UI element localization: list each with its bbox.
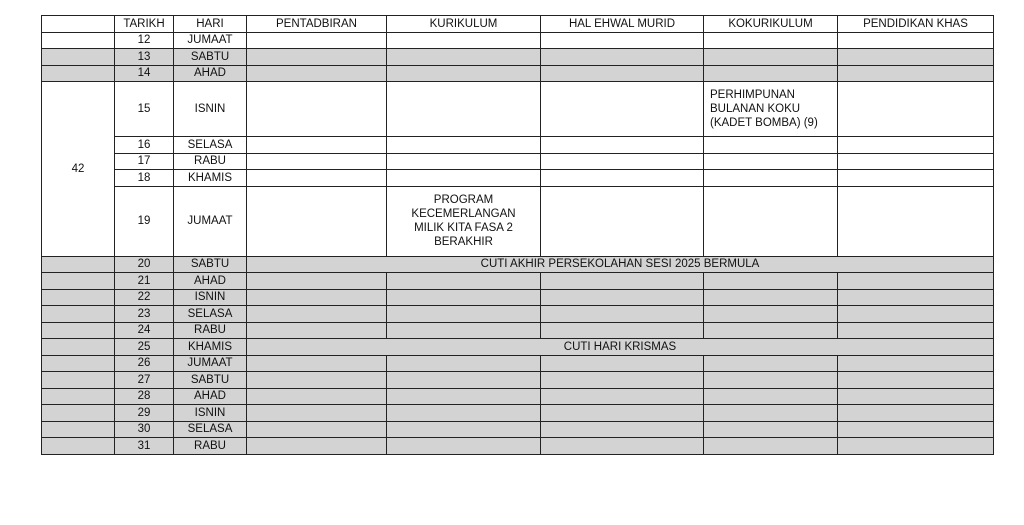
week-cell-empty: [42, 256, 115, 273]
header-row: [42, 16, 994, 33]
tarikh-cell: 26: [115, 355, 174, 372]
pendidikan-khas-cell: [838, 170, 994, 187]
pendidikan-khas-cell: [838, 438, 994, 455]
pendidikan-khas-cell: [838, 322, 994, 339]
hem-cell: [541, 438, 704, 455]
pendidikan-khas-cell: [838, 306, 994, 323]
hem-cell: [541, 170, 704, 187]
table-row: [42, 306, 994, 323]
kokurikulum-cell: [704, 273, 838, 290]
event-line: (KADET BOMBA) (9): [710, 117, 818, 129]
pendidikan-khas-cell: [838, 388, 994, 405]
pendidikan-khas-cell: [838, 137, 994, 154]
hari-cell: RABU: [174, 438, 247, 455]
kurikulum-cell: [387, 355, 541, 372]
hem-cell: [541, 153, 704, 170]
tarikh-cell: 12: [115, 32, 174, 49]
kurikulum-cell: [387, 170, 541, 187]
table-row: [42, 273, 994, 290]
tarikh-cell: 31: [115, 438, 174, 455]
kokurikulum-cell: [704, 82, 838, 137]
pendidikan-khas-cell: [838, 32, 994, 49]
event-line: BERAKHIR: [434, 236, 493, 248]
table-row: [42, 32, 994, 49]
kokurikulum-cell: [704, 421, 838, 438]
hem-cell: [541, 306, 704, 323]
header-kokurikulum: KOKURIKULUM: [704, 16, 838, 33]
pentadbiran-cell: [247, 153, 387, 170]
kokurikulum-cell: [704, 322, 838, 339]
pentadbiran-cell: [247, 137, 387, 154]
hari-cell: ISNIN: [174, 82, 247, 137]
table-row: [42, 153, 994, 170]
holiday-note-cell: CUTI AKHIR PERSEKOLAHAN SESI 2025 BERMULA: [247, 256, 994, 273]
hem-cell: [541, 273, 704, 290]
kokurikulum-cell: [704, 388, 838, 405]
pendidikan-khas-cell: [838, 49, 994, 66]
table-row: [42, 137, 994, 154]
week-cell-empty: [42, 372, 115, 389]
pentadbiran-cell: [247, 289, 387, 306]
kokurikulum-cell: [704, 186, 838, 256]
tarikh-cell: 24: [115, 322, 174, 339]
pentadbiran-cell: [247, 388, 387, 405]
tarikh-cell: 23: [115, 306, 174, 323]
kokurikulum-cell: [704, 32, 838, 49]
pentadbiran-cell: [247, 306, 387, 323]
hari-cell: JUMAAT: [174, 355, 247, 372]
tarikh-cell: 15: [115, 82, 174, 137]
kurikulum-cell: [387, 388, 541, 405]
week-cell-empty: [42, 49, 115, 66]
pendidikan-khas-cell: [838, 153, 994, 170]
header-week: [42, 16, 115, 33]
week-cell-empty: [42, 32, 115, 49]
table-row: [42, 339, 994, 356]
header-hal-ehwal-murid: HAL EHWAL MURID: [541, 16, 704, 33]
week-cell-empty: [42, 322, 115, 339]
hari-cell: SELASA: [174, 421, 247, 438]
week-cell-empty: [42, 65, 115, 82]
pentadbiran-cell: [247, 186, 387, 256]
pentadbiran-cell: [247, 82, 387, 137]
kurikulum-cell: [387, 137, 541, 154]
pentadbiran-cell: [247, 405, 387, 422]
pendidikan-khas-cell: [838, 355, 994, 372]
tarikh-cell: 21: [115, 273, 174, 290]
week-cell-empty: [42, 289, 115, 306]
week-cell-empty: [42, 438, 115, 455]
event-line: PROGRAM: [433, 194, 494, 206]
kurikulum-cell: [387, 306, 541, 323]
table-row: [42, 170, 994, 187]
hari-cell: AHAD: [174, 388, 247, 405]
holiday-note-cell: CUTI HARI KRISMAS: [247, 339, 994, 356]
hari-cell: ISNIN: [174, 289, 247, 306]
kurikulum-cell: [387, 82, 541, 137]
week-number-cell: 42: [42, 82, 115, 257]
kokurikulum-cell: [704, 289, 838, 306]
week-cell-empty: [42, 355, 115, 372]
hem-cell: [541, 289, 704, 306]
header-hari: HARI: [174, 16, 247, 33]
kurikulum-cell: [387, 289, 541, 306]
pentadbiran-cell: [247, 322, 387, 339]
kurikulum-cell: [387, 438, 541, 455]
table-row: [42, 438, 994, 455]
schedule-table: [41, 15, 994, 455]
pendidikan-khas-cell: [838, 421, 994, 438]
kokurikulum-cell: [704, 355, 838, 372]
kokurikulum-cell: [704, 49, 838, 66]
hari-cell: JUMAAT: [174, 32, 247, 49]
tarikh-cell: 13: [115, 49, 174, 66]
table-row: [42, 256, 994, 273]
tarikh-cell: 29: [115, 405, 174, 422]
hari-cell: KHAMIS: [174, 170, 247, 187]
kokurikulum-cell: [704, 405, 838, 422]
tarikh-cell: 28: [115, 388, 174, 405]
week-cell-empty: [42, 388, 115, 405]
kurikulum-cell: [387, 273, 541, 290]
pendidikan-khas-cell: [838, 273, 994, 290]
hari-cell: AHAD: [174, 65, 247, 82]
table-row: [42, 421, 994, 438]
hari-cell: ISNIN: [174, 405, 247, 422]
pentadbiran-cell: [247, 32, 387, 49]
hem-cell: [541, 322, 704, 339]
event-line: MILIK KITA FASA 2: [414, 222, 513, 234]
week-cell-empty: [42, 339, 115, 356]
pentadbiran-cell: [247, 49, 387, 66]
hem-cell: [541, 65, 704, 82]
hem-cell: [541, 137, 704, 154]
hari-cell: SELASA: [174, 137, 247, 154]
hari-cell: SABTU: [174, 49, 247, 66]
pentadbiran-cell: [247, 355, 387, 372]
hari-cell: SELASA: [174, 306, 247, 323]
kokurikulum-cell: [704, 306, 838, 323]
tarikh-cell: 20: [115, 256, 174, 273]
tarikh-cell: 17: [115, 153, 174, 170]
table-row: [42, 186, 994, 256]
table-row: [42, 355, 994, 372]
hem-cell: [541, 372, 704, 389]
hem-cell: [541, 82, 704, 137]
event-line: PERHIMPUNAN: [710, 89, 795, 101]
tarikh-cell: 16: [115, 137, 174, 154]
pentadbiran-cell: [247, 438, 387, 455]
kurikulum-cell: [387, 405, 541, 422]
hari-cell: KHAMIS: [174, 339, 247, 356]
tarikh-cell: 14: [115, 65, 174, 82]
kokurikulum-cell: [704, 170, 838, 187]
table-row: [42, 289, 994, 306]
pentadbiran-cell: [247, 372, 387, 389]
hari-cell: RABU: [174, 153, 247, 170]
hari-cell: SABTU: [174, 372, 247, 389]
tarikh-cell: 18: [115, 170, 174, 187]
hari-cell: AHAD: [174, 273, 247, 290]
hari-cell: RABU: [174, 322, 247, 339]
hari-cell: JUMAAT: [174, 186, 247, 256]
kurikulum-cell: [387, 421, 541, 438]
kurikulum-cell: [387, 49, 541, 66]
week-cell-empty: [42, 306, 115, 323]
kurikulum-cell: [387, 322, 541, 339]
table-row: [42, 65, 994, 82]
kokurikulum-cell: [704, 372, 838, 389]
event-line: KECEMERLANGAN: [411, 208, 516, 220]
table-row: [42, 388, 994, 405]
pendidikan-khas-cell: [838, 405, 994, 422]
hem-cell: [541, 49, 704, 66]
kokurikulum-cell: [704, 65, 838, 82]
table-row: [42, 405, 994, 422]
kokurikulum-cell: [704, 137, 838, 154]
pendidikan-khas-cell: [838, 65, 994, 82]
tarikh-cell: 30: [115, 421, 174, 438]
kurikulum-cell: [387, 65, 541, 82]
pendidikan-khas-cell: [838, 82, 994, 137]
tarikh-cell: 22: [115, 289, 174, 306]
pentadbiran-cell: [247, 421, 387, 438]
pentadbiran-cell: [247, 273, 387, 290]
tarikh-cell: 25: [115, 339, 174, 356]
pendidikan-khas-cell: [838, 372, 994, 389]
kurikulum-cell: [387, 32, 541, 49]
kurikulum-cell: [387, 372, 541, 389]
pendidikan-khas-cell: [838, 186, 994, 256]
header-tarikh: TARIKH: [115, 16, 174, 33]
header-pendidikan-khas: PENDIDIKAN KHAS: [838, 16, 994, 33]
kurikulum-cell: [387, 186, 541, 256]
hem-cell: [541, 421, 704, 438]
hem-cell: [541, 32, 704, 49]
hem-cell: [541, 388, 704, 405]
header-pentadbiran: PENTADBIRAN: [247, 16, 387, 33]
hem-cell: [541, 405, 704, 422]
kokurikulum-cell: [704, 438, 838, 455]
pendidikan-khas-cell: [838, 289, 994, 306]
hari-cell: SABTU: [174, 256, 247, 273]
table-row: [42, 372, 994, 389]
kokurikulum-cell: [704, 153, 838, 170]
pentadbiran-cell: [247, 170, 387, 187]
kurikulum-cell: [387, 153, 541, 170]
hem-cell: [541, 355, 704, 372]
week-cell-empty: [42, 421, 115, 438]
hem-cell: [541, 186, 704, 256]
tarikh-cell: 27: [115, 372, 174, 389]
table-row: [42, 82, 994, 137]
pentadbiran-cell: [247, 65, 387, 82]
table-row: [42, 322, 994, 339]
table-row: [42, 49, 994, 66]
week-cell-empty: [42, 273, 115, 290]
tarikh-cell: 19: [115, 186, 174, 256]
event-line: BULANAN KOKU: [710, 103, 801, 115]
header-kurikulum: KURIKULUM: [387, 16, 541, 33]
week-cell-empty: [42, 405, 115, 422]
